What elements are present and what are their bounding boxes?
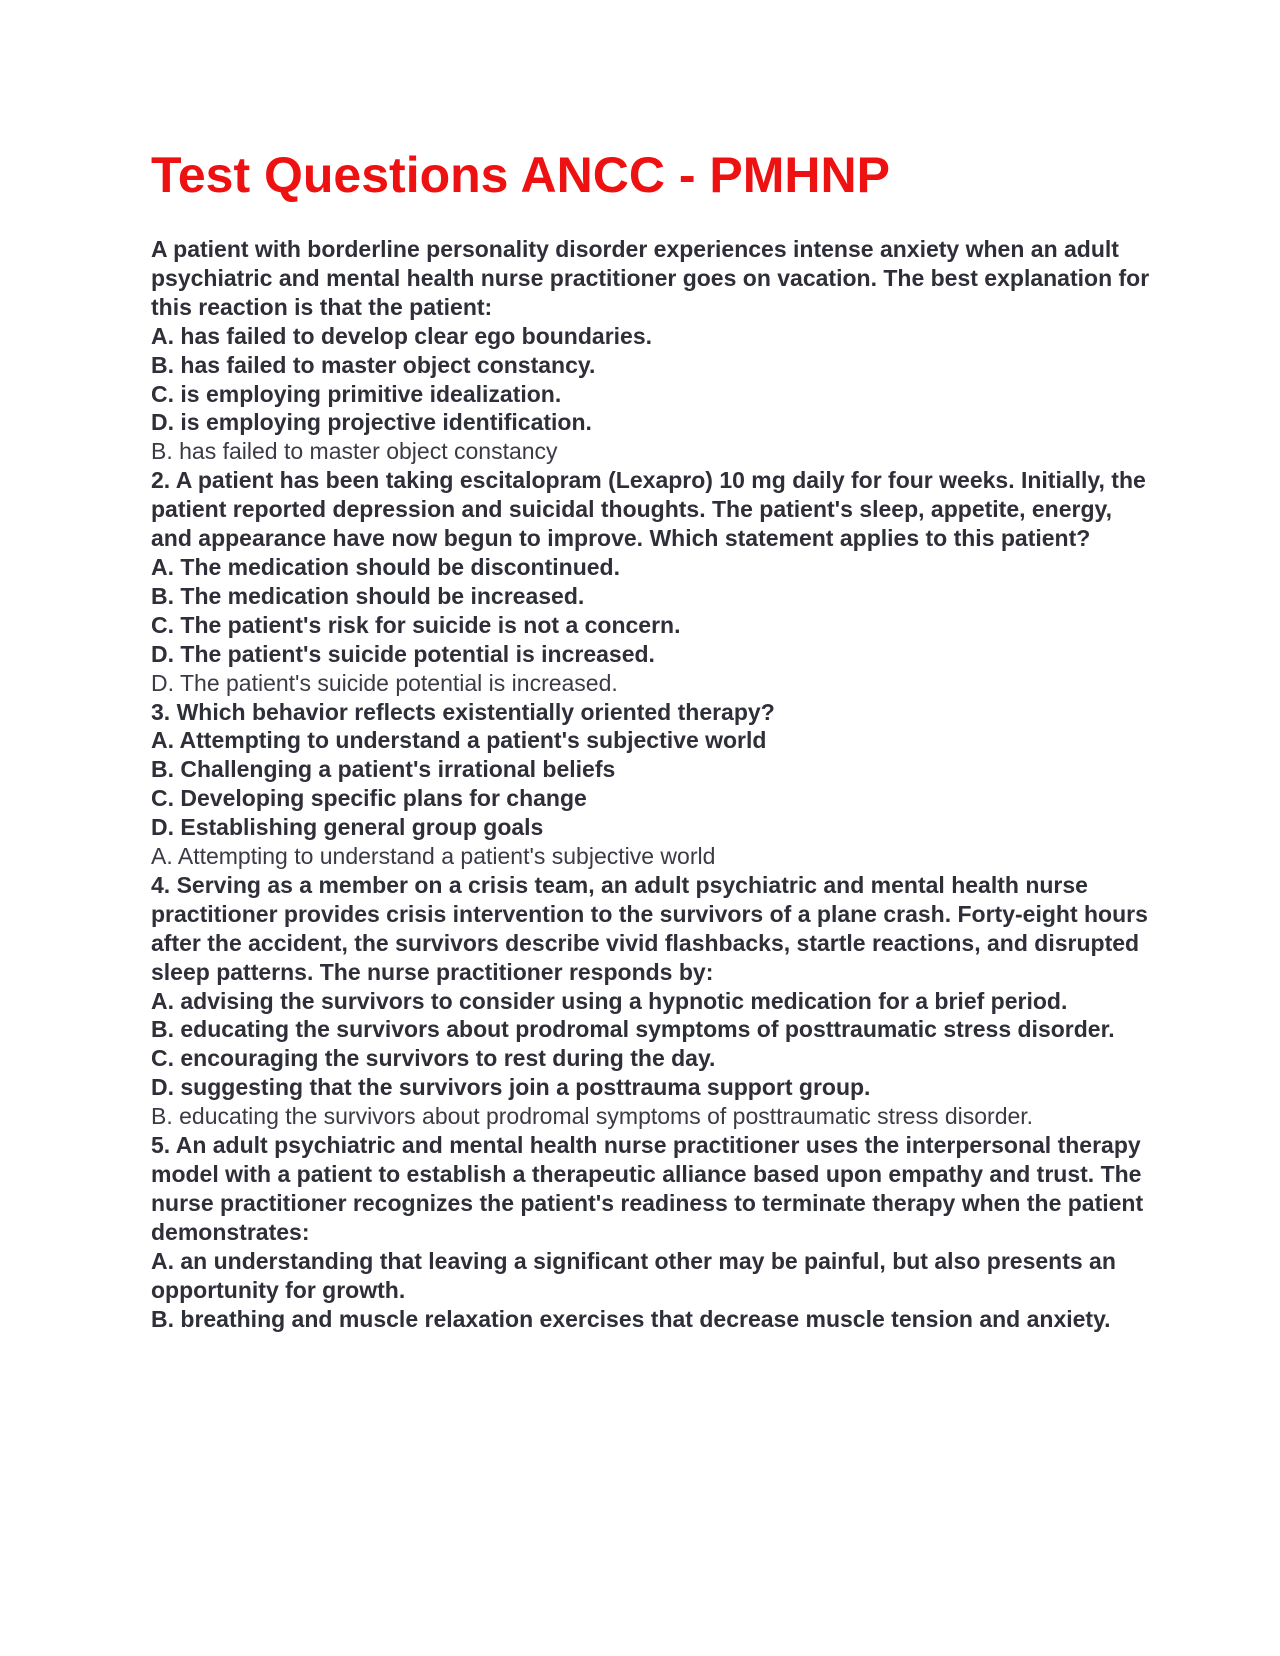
answer-option: C. is employing primitive idealization. <box>151 380 562 407</box>
question-stem: 3. Which behavior reflects existentially oriented therapy? <box>151 698 775 725</box>
answer-option: D. suggesting that the survivors join a posttrauma support group. <box>151 1074 871 1101</box>
question-block <box>151 1131 1151 1333</box>
question-stem: 5. An adult psychiatric and mental health nurse practitioner uses the interpersonal therapy model with a patient to establish a therapeutic alliance based upon empathy and trust. The nurse practitioner recognizes the patient's readiness to terminate therapy when the patient demonstrates: <box>151 1132 1144 1245</box>
question-block <box>151 235 1151 466</box>
correct-answer: D. The patient's suicide potential is increased. <box>151 669 618 696</box>
answer-option: C. encouraging the survivors to rest during the day. <box>151 1045 716 1072</box>
question-block <box>151 698 1151 871</box>
answer-option: B. has failed to master object constancy. <box>151 351 596 378</box>
correct-answer: B. educating the survivors about prodromal symptoms of posttraumatic stress disorder. <box>151 1103 1034 1130</box>
answer-option: A. has failed to develop clear ego boundaries. <box>151 322 653 349</box>
question-block <box>151 871 1151 1131</box>
answer-option: A. The medication should be discontinued. <box>151 553 620 580</box>
answer-option: B. educating the survivors about prodromal symptoms of posttraumatic stress disorder. <box>151 1016 1115 1043</box>
answer-option: A. an understanding that leaving a significant other may be painful, but also presents an opportunity for growth. <box>151 1247 1116 1303</box>
question-stem: A patient with borderline personality disorder experiences intense anxiety when an adult psychiatric and mental health nurse practitioner goes on vacation. The best explanation for this reaction is that the patient: <box>151 236 1150 320</box>
question-stem: 4. Serving as a member on a crisis team, an adult psychiatric and mental health nurse practitioner provides crisis intervention to the survivors of a plane crash. Forty-eight hours after the accident, the survivors describe vivid flashbacks, startle reactions, and disrupted sleep patterns. The nurse practitioner responds by: <box>151 871 1148 985</box>
answer-option: B. Challenging a patient's irrational beliefs <box>151 756 616 783</box>
answer-option: D. Establishing general group goals <box>151 814 544 841</box>
answer-option: B. breathing and muscle relaxation exercises that decrease muscle tension and anxiety. <box>151 1305 1111 1332</box>
answer-option: C. The patient's risk for suicide is not a concern. <box>151 611 681 638</box>
answer-option: A. Attempting to understand a patient's subjective world <box>151 727 767 754</box>
answer-option: C. Developing specific plans for change <box>151 785 587 812</box>
question-stem: 2. A patient has been taking escitalopram (Lexapro) 10 mg daily for four weeks. Initially, the patient reported depression and suicidal thoughts. The patient's sleep, appetite, energy, and appearance have now begun to improve. Which statement applies to this patient? <box>151 467 1146 552</box>
question-block <box>151 466 1151 697</box>
correct-answer: B. has failed to master object constancy <box>151 438 558 465</box>
correct-answer: A. Attempting to understand a patient's subjective world <box>151 843 716 870</box>
document-title: Test Questions ANCC - PMHNP <box>151 147 890 203</box>
answer-option: B. The medication should be increased. <box>151 582 585 609</box>
answer-option: A. advising the survivors to consider using a hypnotic medication for a brief period. <box>151 987 1068 1014</box>
answer-option: D. is employing projective identification. <box>151 409 592 436</box>
document-page <box>151 145 1151 1333</box>
answer-option: D. The patient's suicide potential is increased. <box>151 640 655 667</box>
